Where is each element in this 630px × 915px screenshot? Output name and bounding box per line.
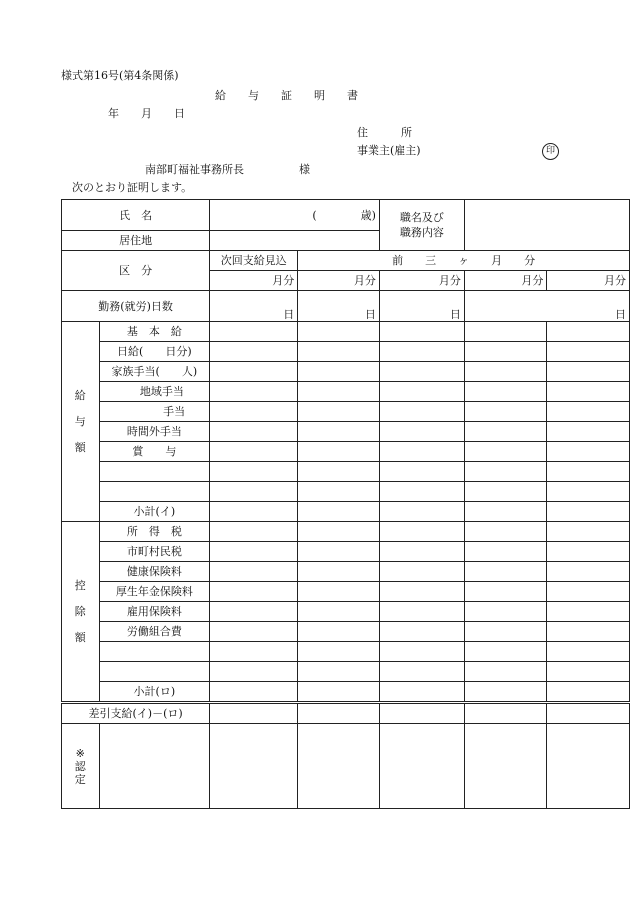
cell[interactable] <box>210 462 298 482</box>
cell[interactable] <box>298 382 380 402</box>
net-pay-label: 差引支給(イ)－(ロ) <box>62 703 210 724</box>
cell[interactable] <box>210 362 298 382</box>
cell[interactable] <box>210 322 298 342</box>
cell[interactable] <box>298 703 380 724</box>
cell[interactable] <box>379 442 464 462</box>
cell[interactable] <box>464 402 547 422</box>
cell[interactable] <box>379 622 464 642</box>
cell[interactable] <box>464 602 547 622</box>
deduction-group-label: 控 除 額 <box>62 522 100 703</box>
category-label: 区 分 <box>62 251 210 291</box>
deduction-row <box>62 522 630 542</box>
cell[interactable] <box>379 542 464 562</box>
subtotal-b-row <box>62 682 630 703</box>
cell[interactable] <box>298 562 380 582</box>
cell[interactable] <box>379 362 464 382</box>
cell[interactable] <box>379 402 464 422</box>
day-cell[interactable]: 日 <box>379 291 464 322</box>
cell[interactable] <box>298 362 380 382</box>
honorific: 様 <box>299 163 310 176</box>
net-pay-row <box>62 703 630 724</box>
cell[interactable] <box>298 582 380 602</box>
cell[interactable] <box>379 682 464 703</box>
deduction-item-label: 所 得 税 <box>99 522 210 542</box>
approval-label: ※ 認 定 <box>62 724 100 809</box>
deduction-row <box>62 562 630 582</box>
salary-item-label: 家族手当( 人) <box>99 362 210 382</box>
cell[interactable] <box>379 482 464 502</box>
cell[interactable] <box>547 382 630 402</box>
cell[interactable] <box>298 482 380 502</box>
cell[interactable] <box>464 482 547 502</box>
cell[interactable] <box>210 703 298 724</box>
deduction-item-label[interactable] <box>99 662 210 682</box>
cell[interactable] <box>547 622 630 642</box>
statement: 次のとおり証明します。 <box>72 181 193 194</box>
next-payment-label: 次回支給見込 <box>210 251 298 271</box>
cell[interactable] <box>464 442 547 462</box>
subtotal-a-label: 小計(イ) <box>99 502 210 522</box>
cell[interactable] <box>379 422 464 442</box>
document-title: 給 与 証 明 書 <box>215 89 358 102</box>
cell[interactable] <box>210 582 298 602</box>
salary-item-label: 地域手当 <box>99 382 210 402</box>
cell[interactable] <box>547 322 630 342</box>
cell[interactable] <box>210 642 298 662</box>
month-cell[interactable]: 月分 <box>547 271 630 291</box>
cell[interactable] <box>298 662 380 682</box>
cell[interactable] <box>547 703 630 724</box>
subtotal-a-row <box>62 502 630 522</box>
salary-item-label[interactable] <box>99 482 210 502</box>
subtotal-b-label: 小計(ロ) <box>99 682 210 703</box>
position-label <box>379 200 464 251</box>
deduction-row <box>62 622 630 642</box>
cell[interactable] <box>464 422 547 442</box>
position-label-line2: 職務内容 <box>399 226 444 239</box>
cell[interactable] <box>298 642 380 662</box>
cell[interactable] <box>464 382 547 402</box>
cell[interactable] <box>379 642 464 662</box>
workdays-row <box>62 291 630 322</box>
cell[interactable] <box>464 342 547 362</box>
cell[interactable] <box>298 502 380 522</box>
cell[interactable] <box>379 703 464 724</box>
recipient: 南部町福祉事務所長 <box>145 163 244 176</box>
salary-item-label: 手当 <box>99 402 210 422</box>
cell[interactable] <box>464 362 547 382</box>
cell[interactable] <box>379 342 464 362</box>
salary-row <box>62 422 630 442</box>
cell[interactable] <box>464 322 547 342</box>
cell[interactable] <box>464 542 547 562</box>
cell[interactable] <box>298 522 380 542</box>
deduction-item-label: 雇用保険料 <box>99 602 210 622</box>
cell[interactable] <box>210 682 298 703</box>
salary-row <box>62 322 630 342</box>
position-label-line1: 職名及び <box>399 211 444 224</box>
cell[interactable] <box>379 522 464 542</box>
age-field[interactable]: ( 歳) <box>210 200 380 231</box>
name-label: 氏 名 <box>62 200 210 231</box>
month-cell[interactable]: 月分 <box>210 271 298 291</box>
cell[interactable] <box>464 662 547 682</box>
cell[interactable] <box>298 682 380 703</box>
approval-row <box>62 724 630 809</box>
salary-item-label: 賞 与 <box>99 442 210 462</box>
deduction-item-label[interactable] <box>99 642 210 662</box>
deduction-row <box>62 602 630 622</box>
cell[interactable] <box>210 502 298 522</box>
cell[interactable] <box>210 402 298 422</box>
cell[interactable] <box>547 342 630 362</box>
day-cell[interactable]: 日 <box>464 291 629 322</box>
cell[interactable] <box>547 442 630 462</box>
deduction-item-label: 健康保険料 <box>99 562 210 582</box>
cell[interactable] <box>379 502 464 522</box>
cell[interactable] <box>298 442 380 462</box>
seal-mark: 印 <box>542 143 559 160</box>
address-label: 住 所 <box>357 126 412 139</box>
cell[interactable] <box>298 602 380 622</box>
month-cell[interactable]: 月分 <box>464 271 547 291</box>
salary-row <box>62 462 630 482</box>
position-field[interactable] <box>464 200 629 251</box>
cell[interactable] <box>210 342 298 362</box>
cell[interactable] <box>379 462 464 482</box>
cell[interactable] <box>464 562 547 582</box>
cell[interactable] <box>210 662 298 682</box>
cell[interactable] <box>210 622 298 642</box>
cell[interactable] <box>210 522 298 542</box>
cell[interactable] <box>464 622 547 642</box>
cell[interactable] <box>547 682 630 703</box>
category-row-1 <box>62 251 630 271</box>
salary-certificate-table <box>61 199 630 809</box>
cell[interactable] <box>298 462 380 482</box>
deduction-item-label: 市町村民税 <box>99 542 210 562</box>
residence-label: 居住地 <box>62 231 210 251</box>
salary-item-label[interactable] <box>99 462 210 482</box>
cell[interactable] <box>464 682 547 703</box>
cell[interactable] <box>379 662 464 682</box>
cell[interactable] <box>379 562 464 582</box>
cell[interactable] <box>379 602 464 622</box>
cell[interactable] <box>547 542 630 562</box>
salary-row <box>62 442 630 462</box>
cell[interactable] <box>298 342 380 362</box>
salary-row <box>62 482 630 502</box>
cell[interactable] <box>464 582 547 602</box>
cell[interactable] <box>547 502 630 522</box>
cell[interactable] <box>99 724 210 809</box>
salary-item-label: 日給( 日分) <box>99 342 210 362</box>
name-row <box>62 200 630 231</box>
cell[interactable] <box>298 402 380 422</box>
salary-row <box>62 362 630 382</box>
salary-row <box>62 342 630 362</box>
cell[interactable] <box>298 322 380 342</box>
cell[interactable] <box>464 502 547 522</box>
cell[interactable] <box>210 482 298 502</box>
cell[interactable] <box>210 422 298 442</box>
cell[interactable] <box>547 562 630 582</box>
cell[interactable] <box>464 642 547 662</box>
cell[interactable] <box>210 602 298 622</box>
form-number: 様式第16号(第4条関係) <box>61 69 179 82</box>
cell[interactable] <box>547 482 630 502</box>
deduction-item-label: 厚生年金保険料 <box>99 582 210 602</box>
workdays-label: 勤務(就労)日数 <box>62 291 210 322</box>
salary-group-label: 給 与 額 <box>62 322 100 522</box>
cell[interactable] <box>464 724 547 809</box>
cell[interactable] <box>464 462 547 482</box>
cell[interactable] <box>464 522 547 542</box>
cell[interactable] <box>298 542 380 562</box>
residence-field[interactable] <box>210 231 380 251</box>
cell[interactable] <box>547 362 630 382</box>
previous-months-label: 前 三 ヶ 月 分 <box>298 251 630 271</box>
salary-item-label: 基 本 給 <box>99 322 210 342</box>
cell[interactable] <box>547 602 630 622</box>
salary-row <box>62 402 630 422</box>
date-line: 年 月 日 <box>108 107 185 120</box>
cell[interactable] <box>547 662 630 682</box>
month-cell[interactable]: 月分 <box>298 271 380 291</box>
salary-row <box>62 382 630 402</box>
cell[interactable] <box>547 422 630 442</box>
deduction-row <box>62 642 630 662</box>
cell[interactable] <box>379 724 464 809</box>
day-cell[interactable]: 日 <box>210 291 298 322</box>
employer-label: 事業主(雇主) <box>357 144 421 157</box>
cell[interactable] <box>210 542 298 562</box>
salary-item-label: 時間外手当 <box>99 422 210 442</box>
cell[interactable] <box>547 462 630 482</box>
cell[interactable] <box>298 422 380 442</box>
cell[interactable] <box>379 582 464 602</box>
cell[interactable] <box>547 724 630 809</box>
cell[interactable] <box>210 382 298 402</box>
deduction-row <box>62 582 630 602</box>
cell[interactable] <box>547 522 630 542</box>
cell[interactable] <box>464 703 547 724</box>
cell[interactable] <box>547 582 630 602</box>
cell[interactable] <box>210 442 298 462</box>
cell[interactable] <box>298 724 380 809</box>
cell[interactable] <box>210 724 298 809</box>
deduction-row <box>62 662 630 682</box>
cell[interactable] <box>298 622 380 642</box>
month-cell[interactable]: 月分 <box>379 271 464 291</box>
cell[interactable] <box>547 642 630 662</box>
cell[interactable] <box>210 562 298 582</box>
cell[interactable] <box>379 382 464 402</box>
day-cell[interactable]: 日 <box>298 291 380 322</box>
deduction-item-label: 労働組合費 <box>99 622 210 642</box>
cell[interactable] <box>547 402 630 422</box>
cell[interactable] <box>379 322 464 342</box>
deduction-row <box>62 542 630 562</box>
